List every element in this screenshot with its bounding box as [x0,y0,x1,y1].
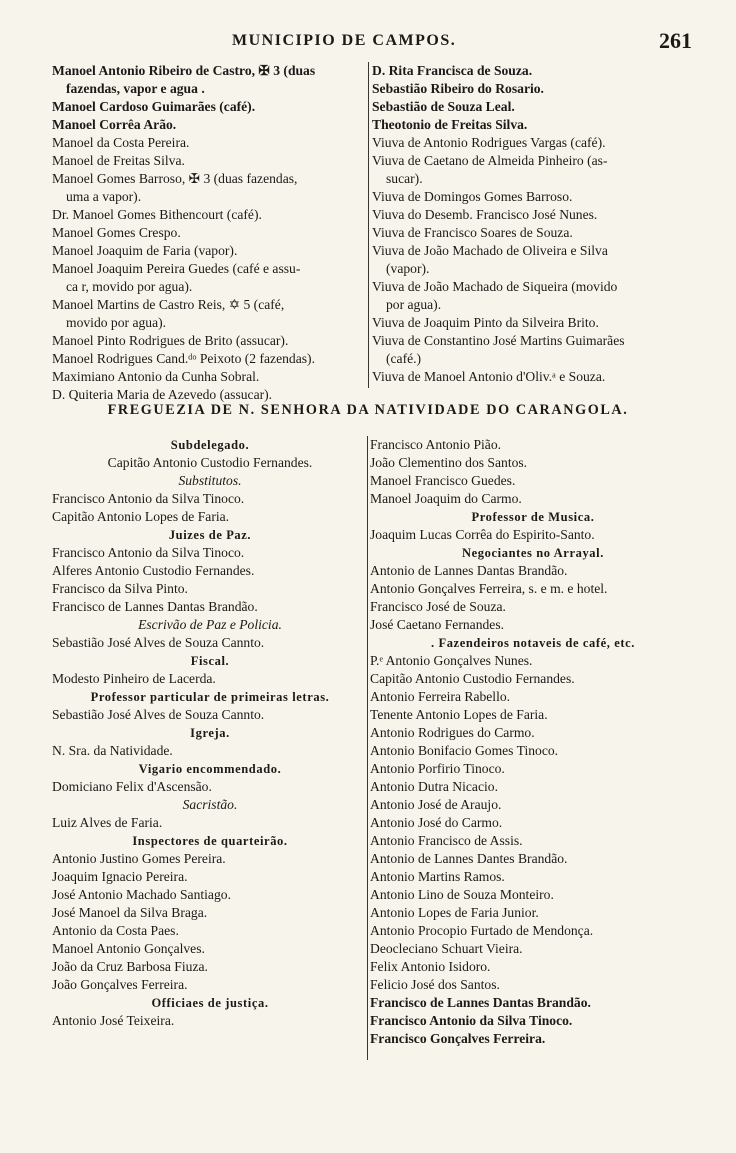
entry-line: Antonio Procopio Furtado de Mendonça. [370,923,594,938]
entry-line: Manoel Joaquim Pereira Guedes (café e assu- [52,261,301,276]
entry-line: Joaquim Ignacio Pereira. [52,869,188,884]
entry-line: Francisco Antonio da Silva Tinoco. [370,1013,573,1028]
section-heading: Inspectores de quarteirão. [132,834,288,848]
entry-line: Viuva de João Machado de Siqueira (movido [372,279,618,294]
entry-line: uma a vapor). [66,189,142,204]
entry-line: Joaquim Lucas Corrêa do Espirito-Santo. [370,527,595,542]
entry-line: P.ᵉ Antonio Gonçalves Nunes. [370,653,533,668]
entry-line: ca r, movido por agua). [66,279,193,294]
entry-line: Antonio José Teixeira. [52,1013,175,1028]
entry-line: Francisco José de Souza. [370,599,506,614]
entry-line: Antonio de Lannes Dantas Brandão. [370,563,568,578]
entry-line: Antonio de Lannes Dantes Brandão. [370,851,568,866]
entry-line: Manoel Antonio Ribeiro de Castro, ✠ 3 (duas [52,63,316,78]
entry-line: Manoel Pinto Rodrigues de Brito (assucar). [52,333,289,348]
entry-line: fazendas, vapor e agua . [66,81,205,96]
entry-line: Viuva de Joaquim Pinto da Silveira Brito. [372,315,599,330]
entry-line: Francisco Antonio da Silva Tinoco. [52,491,245,506]
section-heading: Officiaes de justiça. [151,996,269,1010]
section-heading: Igreja. [190,726,230,740]
entry-line: Antonio Martins Ramos. [370,869,505,884]
section-heading: Fiscal. [190,654,230,668]
entry-line: Sebastião Ribeiro do Rosario. [372,81,544,96]
entry-line: D. Rita Francisca de Souza. [372,63,533,78]
entry-line: Viuva de Caetano de Almeida Pinheiro (as- [372,153,608,168]
page-number: 261 [659,28,692,53]
entry-line: Antonio da Costa Paes. [52,923,179,938]
entry-line: João da Cruz Barbosa Fiuza. [52,959,208,974]
entry-line: Antonio Rodrigues do Carmo. [370,725,535,740]
entry-line: Manoel Gomes Crespo. [52,225,181,240]
entry-line: por agua). [386,297,442,312]
entry-line: sucar). [386,171,423,186]
entry-line: Theotonio de Freitas Silva. [372,117,528,132]
entry-line: Antonio José do Carmo. [370,815,503,830]
entry-line: Felix Antonio Isidoro. [370,959,491,974]
entry-line: Manoel Gomes Barroso, ✠ 3 (duas fazendas, [52,171,298,186]
entry-line: Viuva de João Machado de Oliveira e Silva [372,243,608,258]
section-heading: Negociantes no Arrayal. [462,546,604,560]
page-header [0,28,736,54]
entry-line: Antonio Francisco de Assis. [370,833,523,848]
entry-line: Viuva de Domingos Gomes Barroso. [372,189,573,204]
entry-line: João Clementino dos Santos. [370,455,528,470]
entry-line: Manoel Joaquim de Faria (vapor). [52,243,238,258]
section-heading: . Fazendeiros notaveis de café, etc. [431,636,635,650]
entry-line: Capitão Antonio Custodio Fernandes. [107,455,313,470]
entry-line: Francisco da Silva Pinto. [52,581,188,596]
entry-line: movido por agua). [66,315,167,330]
entry-line: Domiciano Felix d'Ascensão. [52,779,212,794]
entry-line: Manoel de Freitas Silva. [52,153,185,168]
entry-line: Maximiano Antonio da Cunha Sobral. [52,369,260,384]
entry-line: José Caetano Fernandes. [370,617,505,632]
entry-line: José Antonio Machado Santiago. [52,887,231,902]
entry-line: Viuva de Francisco Soares de Souza. [372,225,573,240]
entry-line: Manoel Corrêa Arão. [52,117,177,132]
entry-line: Sacristão. [182,797,238,812]
entry-line: Tenente Antonio Lopes de Faria. [370,707,548,722]
section-heading: Professor de Musica. [471,510,595,524]
entry-line: Antonio Porfirio Tinoco. [370,761,505,776]
entry-line: Francisco de Lannes Dantas Brandão. [52,599,258,614]
entry-line: Antonio Lino de Souza Monteiro. [370,887,554,902]
entry-line: Dr. Manoel Gomes Bithencourt (café). [52,207,262,222]
entry-line: Francisco Antonio Pião. [370,437,502,452]
bottom-left-column [52,436,368,1030]
entry-line: João Gonçalves Ferreira. [52,977,188,992]
top-right-column [372,62,696,386]
section-heading: Professor particular de primeiras letras. [90,690,330,704]
entry-line: Capitão Antonio Lopes de Faria. [52,509,230,524]
entry-line: Francisco de Lannes Dantas Brandão. [370,995,591,1010]
entry-line: Sebastião José Alves de Souza Cannto. [52,635,265,650]
entry-line: Viuva de Manoel Antonio d'Oliv.ᵃ e Souza. [372,369,606,384]
entry-line: Sebastião de Souza Leal. [372,99,515,114]
entry-line: Antonio Lopes de Faria Junior. [370,905,539,920]
entry-line: Modesto Pinheiro de Lacerda. [52,671,216,686]
bottom-right-column [370,436,696,1048]
entry-line: Manoel Cardoso Guimarães (café). [52,99,256,114]
section-heading: Vigario encommendado. [138,762,282,776]
entry-line: Francisco Antonio da Silva Tinoco. [52,545,245,560]
entry-line: Deocleciano Schuart Vieira. [370,941,523,956]
column-divider-bottom [367,436,368,1060]
entry-line: Viuva do Desemb. Francisco José Nunes. [372,207,598,222]
entry-line: Francisco Gonçalves Ferreira. [370,1031,546,1046]
entry-line: (café.) [386,351,422,366]
entry-line: Luiz Alves de Faria. [52,815,163,830]
top-left-column [52,62,370,404]
entry-line: Alferes Antonio Custodio Fernandes. [52,563,255,578]
entry-line: Manoel Joaquim do Carmo. [370,491,522,506]
section-title: FREGUEZIA DE N. SENHORA DA NATIVIDADE DO CARANGOLA. [107,402,629,418]
entry-line: Escrivão de Paz e Policia. [138,617,282,632]
entry-line: Antonio José de Araujo. [370,797,502,812]
entry-line: Viuva de Constantino José Martins Guimarães [372,333,625,348]
entry-line: Antonio Gonçalves Ferreira, s. e m. e hotel. [370,581,608,596]
entry-line: Manoel Martins de Castro Reis, ✡ 5 (café, [52,297,285,312]
entry-line: Antonio Justino Gomes Pereira. [52,851,226,866]
entry-line: Manoel Rodrigues Cand.ᵈᵒ Peixoto (2 fazendas). [52,351,315,366]
entry-line: Manoel Antonio Gonçalves. [52,941,205,956]
entry-line: Antonio Dutra Nicacio. [370,779,498,794]
entry-line: D. Quiteria Maria de Azevedo (assucar). [52,387,273,402]
section-heading: Juizes de Paz. [168,528,252,542]
entry-line: Sebastião José Alves de Souza Cannto. [52,707,265,722]
entry-line: Manoel Francisco Guedes. [370,473,516,488]
entry-line: Capitão Antonio Custodio Fernandes. [370,671,575,686]
entry-line: Felicio José dos Santos. [370,977,500,992]
entry-line: Antonio Ferreira Rabello. [370,689,511,704]
entry-line: N. Sra. da Natividade. [52,743,173,758]
entry-line: Antonio Bonifacio Gomes Tinoco. [370,743,559,758]
entry-line: Manoel da Costa Pereira. [52,135,190,150]
entry-line: (vapor). [386,261,430,276]
section-heading: Subdelegado. [170,438,250,452]
column-divider-top [368,62,369,388]
entry-line: José Manoel da Silva Braga. [52,905,208,920]
entry-line: Substitutos. [178,473,242,488]
entry-line: Viuva de Antonio Rodrigues Vargas (café). [372,135,606,150]
running-title: MUNICIPIO DE CAMPOS. [232,32,457,49]
